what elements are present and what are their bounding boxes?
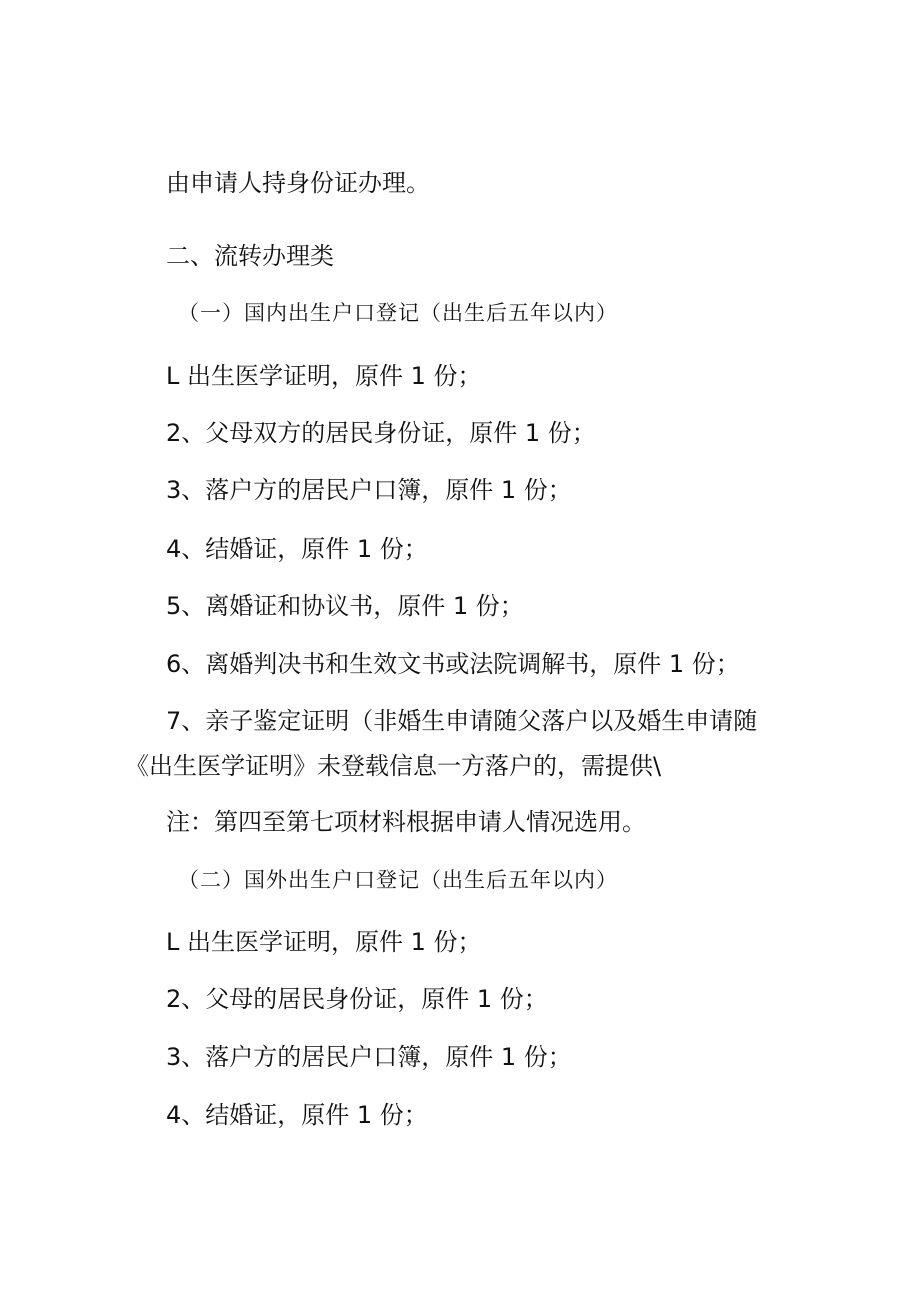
section-heading-2: 二、流转办理类 [166, 242, 334, 270]
list-item: 6、离婚判决书和生效文书或法院调解书，原件 1 份； [166, 650, 740, 678]
list-item: 3、落户方的居民户口簿，原件 1 份； [166, 476, 572, 504]
paragraph-intro: 由申请人持身份证办理。 [166, 169, 430, 197]
subsection-heading-2: （二）国外出生户口登记（出生后五年以内） [178, 868, 618, 892]
list-item-continuation: 《出生医学证明》未登载信息一方落户的，需提供\ [125, 752, 662, 780]
list-item: 2、父母双方的居民身份证，原件 1 份； [166, 419, 596, 447]
list-item: 4、结婚证，原件 1 份； [166, 1101, 428, 1129]
list-item: 4、结婚证，原件 1 份； [166, 535, 428, 563]
subsection-heading-1: （一）国内出生户口登记（出生后五年以内） [178, 301, 618, 325]
list-item: L 出生医学证明，原件 1 份； [166, 362, 482, 390]
list-item: 3、落户方的居民户口簿，原件 1 份； [166, 1043, 572, 1071]
note: 注：第四至第七项材料根据申请人情况选用。 [166, 808, 646, 836]
list-item: L 出生医学证明，原件 1 份； [166, 928, 482, 956]
list-item: 7、亲子鉴定证明（非婚生申请随父落户以及婚生申请随 [166, 707, 758, 735]
list-item: 2、父母的居民身份证，原件 1 份； [166, 985, 548, 1013]
list-item: 5、离婚证和协议书，原件 1 份； [166, 592, 524, 620]
